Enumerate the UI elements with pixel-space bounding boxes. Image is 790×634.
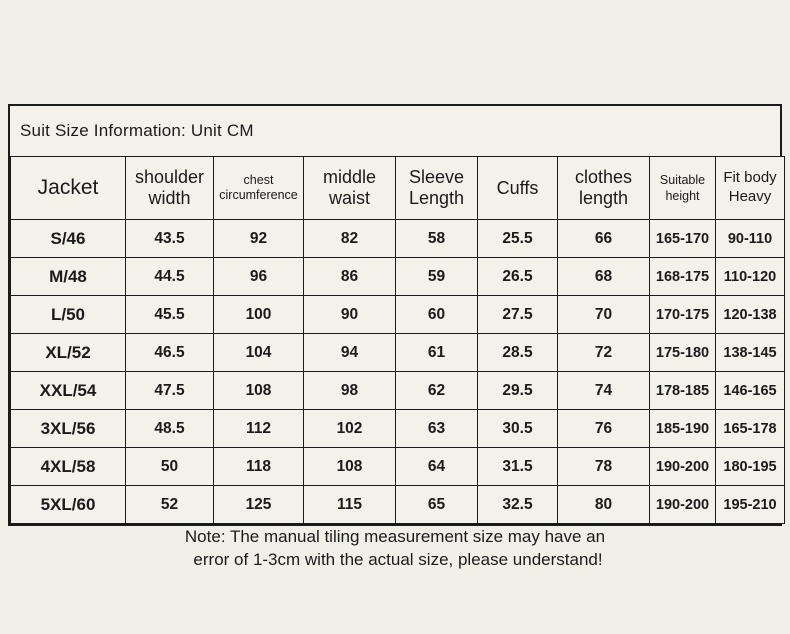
cell-chest: 125	[214, 486, 304, 524]
cell-cuffs: 29.5	[478, 372, 558, 410]
cell-size: M/48	[11, 258, 126, 296]
chart-title-row	[10, 106, 780, 156]
cell-cuffs: 28.5	[478, 334, 558, 372]
measurement-note	[0, 526, 790, 572]
cell-fit: 165-178	[716, 410, 785, 448]
cell-sleeve: 64	[396, 448, 478, 486]
cell-fit: 120-138	[716, 296, 785, 334]
column-header-waist-line1: middle	[322, 167, 377, 188]
column-header-shoulder-width-line1: shoulder	[134, 167, 205, 188]
cell-chest: 118	[214, 448, 304, 486]
cell-fit: 180-195	[716, 448, 785, 486]
size-chart-sheet	[8, 104, 782, 526]
column-header-middle-waist	[304, 157, 396, 220]
cell-cuffs: 31.5	[478, 448, 558, 486]
cell-chest: 96	[214, 258, 304, 296]
cell-sleeve: 63	[396, 410, 478, 448]
cell-chest: 108	[214, 372, 304, 410]
column-header-sleeve-length	[396, 157, 478, 220]
cell-height: 175-180	[650, 334, 716, 372]
cell-size: S/46	[11, 220, 126, 258]
cell-fit: 146-165	[716, 372, 785, 410]
table-row	[11, 448, 785, 486]
measurement-note-line2: error of 1-3cm with the actual size, please understand!	[193, 549, 603, 569]
cell-fit: 90-110	[716, 220, 785, 258]
table-row	[11, 258, 785, 296]
cell-height: 178-185	[650, 372, 716, 410]
cell-waist: 86	[304, 258, 396, 296]
cell-clothes: 70	[558, 296, 650, 334]
column-header-fit-line1: Fit body	[723, 169, 777, 187]
table-header	[11, 157, 785, 220]
column-header-chest-circumference	[214, 157, 304, 220]
column-header-waist-line2: waist	[328, 188, 370, 208]
cell-size: XL/52	[11, 334, 126, 372]
cell-height: 168-175	[650, 258, 716, 296]
cell-height: 170-175	[650, 296, 716, 334]
cell-height: 165-170	[650, 220, 716, 258]
cell-clothes: 76	[558, 410, 650, 448]
table-row	[11, 372, 785, 410]
table-row	[11, 486, 785, 524]
cell-cuffs: 32.5	[478, 486, 558, 524]
table-body	[11, 220, 785, 524]
cell-sleeve: 61	[396, 334, 478, 372]
cell-size: L/50	[11, 296, 126, 334]
column-header-suitable-height	[650, 157, 716, 220]
cell-chest: 112	[214, 410, 304, 448]
cell-waist: 102	[304, 410, 396, 448]
cell-waist: 108	[304, 448, 396, 486]
cell-clothes: 78	[558, 448, 650, 486]
cell-waist: 98	[304, 372, 396, 410]
cell-waist: 115	[304, 486, 396, 524]
column-header-suitable-line2: height	[665, 189, 700, 203]
cell-shoulder: 45.5	[126, 296, 214, 334]
cell-cuffs: 26.5	[478, 258, 558, 296]
cell-clothes: 80	[558, 486, 650, 524]
column-header-cuffs: Cuffs	[478, 157, 558, 220]
column-header-sleeve-line2: Length	[408, 188, 465, 208]
cell-height: 190-200	[650, 486, 716, 524]
column-header-sleeve-line1: Sleeve	[408, 167, 465, 188]
size-table	[10, 156, 785, 524]
column-header-jacket: Jacket	[11, 157, 126, 220]
cell-shoulder: 43.5	[126, 220, 214, 258]
cell-clothes: 74	[558, 372, 650, 410]
column-header-chest-line1: chest	[243, 173, 274, 187]
table-row	[11, 296, 785, 334]
column-header-fit-body	[716, 157, 785, 220]
column-header-fit-line2: Heavy	[728, 188, 772, 205]
column-header-chest-line2: circumference	[219, 188, 298, 202]
cell-cuffs: 27.5	[478, 296, 558, 334]
page-title: Suit Size Information: Unit CM	[20, 121, 254, 140]
cell-sleeve: 62	[396, 372, 478, 410]
column-header-clothes-length	[558, 157, 650, 220]
measurement-note-line1: Note: The manual tiling measurement size may have an	[184, 527, 606, 546]
cell-sleeve: 58	[396, 220, 478, 258]
table-row	[11, 410, 785, 448]
cell-sleeve: 59	[396, 258, 478, 296]
cell-fit: 138-145	[716, 334, 785, 372]
cell-cuffs: 25.5	[478, 220, 558, 258]
cell-waist: 94	[304, 334, 396, 372]
column-header-suitable-line1: Suitable	[659, 172, 706, 187]
column-header-clothes-line1: clothes	[574, 167, 633, 188]
cell-clothes: 72	[558, 334, 650, 372]
cell-size: XXL/54	[11, 372, 126, 410]
cell-shoulder: 44.5	[126, 258, 214, 296]
cell-size: 4XL/58	[11, 448, 126, 486]
cell-fit: 110-120	[716, 258, 785, 296]
cell-cuffs: 30.5	[478, 410, 558, 448]
table-header-row	[11, 157, 785, 220]
cell-waist: 90	[304, 296, 396, 334]
cell-shoulder: 50	[126, 448, 214, 486]
cell-chest: 92	[214, 220, 304, 258]
cell-height: 185-190	[650, 410, 716, 448]
cell-chest: 100	[214, 296, 304, 334]
cell-shoulder: 48.5	[126, 410, 214, 448]
table-row	[11, 220, 785, 258]
cell-size: 5XL/60	[11, 486, 126, 524]
cell-clothes: 68	[558, 258, 650, 296]
cell-sleeve: 65	[396, 486, 478, 524]
cell-fit: 195-210	[716, 486, 785, 524]
cell-chest: 104	[214, 334, 304, 372]
cell-clothes: 66	[558, 220, 650, 258]
column-header-shoulder-width-line2: width	[148, 188, 191, 208]
column-header-clothes-line2: length	[578, 188, 629, 208]
cell-size: 3XL/56	[11, 410, 126, 448]
cell-waist: 82	[304, 220, 396, 258]
cell-shoulder: 52	[126, 486, 214, 524]
cell-sleeve: 60	[396, 296, 478, 334]
cell-shoulder: 46.5	[126, 334, 214, 372]
column-header-shoulder-width	[126, 157, 214, 220]
cell-shoulder: 47.5	[126, 372, 214, 410]
cell-height: 190-200	[650, 448, 716, 486]
table-row	[11, 334, 785, 372]
